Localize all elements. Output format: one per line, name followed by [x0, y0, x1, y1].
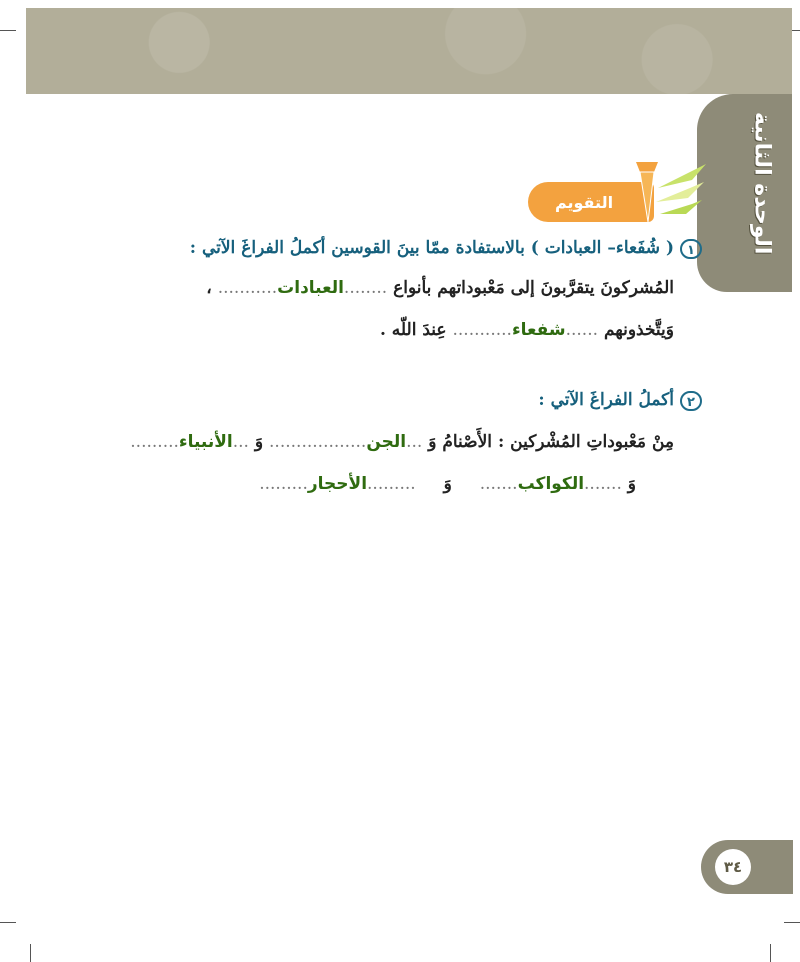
page-number: ٣٤ — [715, 849, 751, 885]
q2-answer-1: الجن — [366, 432, 407, 452]
unit-tab-label: الوحدة الثانية — [749, 111, 775, 255]
q2-answer-3: الكواكب — [517, 474, 585, 494]
page-number-badge — [701, 840, 793, 894]
header-band — [26, 8, 792, 94]
q1-number: ١ — [680, 239, 702, 259]
pen-icon — [632, 152, 712, 224]
crop-mark — [770, 944, 771, 962]
q2-number: ٢ — [680, 391, 702, 411]
q2-line1: مِنْ مَعْبوداتِ المُشْركين : الأَصْنامُ وَ ...الجن.................. وَ ...الأنبياء......... — [130, 432, 674, 452]
q1-prompt-text: ( شُفَعاء– العبادات ) بالاستفادة ممّا بينَ القوسين أكملُ الفراغَ الآتي : — [189, 238, 674, 258]
q2-answer-2: الأنبياء — [178, 432, 233, 452]
q1-line1-end: ، — [206, 278, 212, 298]
q2-line1-text: مِنْ مَعْبوداتِ المُشْركين : الأَصْنامُ وَ — [428, 432, 674, 452]
q2-answer-4: الأحجار — [307, 474, 368, 494]
q1-answer-1: العبادات — [277, 278, 344, 298]
q2-prompt — [538, 390, 702, 411]
crop-mark — [30, 944, 31, 962]
q2-and-2: وَ — [627, 474, 636, 494]
crop-mark — [0, 30, 16, 31]
q1-answer-2: شفعاء — [511, 320, 566, 340]
q1-line1: المُشركونَ يتقرَّبونَ إلى مَعْبوداتهم بأنواع ........العبادات........... ، — [206, 278, 674, 298]
q1-line2-start: وَيتَّخذونهم — [603, 320, 674, 340]
crop-mark — [784, 922, 800, 923]
q2-and-1: وَ — [254, 432, 264, 452]
evaluation-label: التقويم — [554, 192, 614, 212]
q2-and-3: وَ — [443, 474, 452, 494]
q1-line2-end: عِندَ اللّه . — [379, 320, 447, 340]
q2-line2: وَ .......الكواكب....... وَ .........الأحجار......... — [259, 474, 636, 494]
q1-line1-text: المُشركونَ يتقرَّبونَ إلى مَعْبوداتهم بأنواع — [393, 278, 674, 298]
q1-prompt — [190, 238, 702, 259]
crop-mark — [0, 922, 16, 923]
q1-line2: وَيتَّخذونهم ......شفعاء........... عِندَ اللّه . — [379, 320, 674, 340]
evaluation-heading — [528, 152, 698, 224]
q2-prompt-text: أكملُ الفراغَ الآتي : — [538, 390, 674, 410]
